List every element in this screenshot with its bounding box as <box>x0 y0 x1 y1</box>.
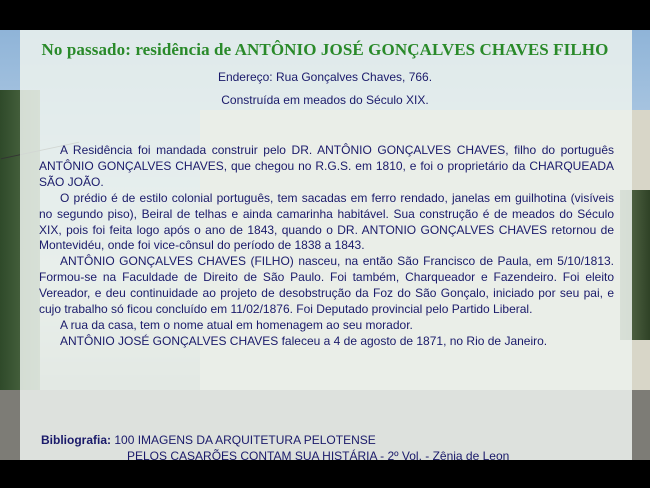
bibliography <box>41 432 509 464</box>
paragraph-1: A Residência foi mandada construir pelo DR. ANTÔNIO GONÇALVES CHAVES, filho do português ANTÔNIO GONÇALVES CHAVES, que chegou no R.G.S. em 1810, e foi o proprietário da CHARQUEADA SÃO JOÃO. <box>39 143 614 189</box>
bibliography-row-1 <box>41 432 509 448</box>
construction-date-line: Construída em meados do Século XIX. <box>221 93 429 107</box>
bibliography-source-2: PELOS CASARÕES CONTAM SUA HISTÁRIA - 2º Vol. - Zênia de Leon <box>127 449 510 463</box>
paragraph-3: ANTÔNIO GONÇALVES CHAVES (FILHO) nasceu, na então São Francisco de Paula, em 5/10/1813. Formou-se na Faculdade de Direito de São Paulo. Foi também, Charqueador e Fazendeiro. Foi eleito Vereador, e deu continuidade ao projeto de desobstrução da Foz do São Gonçalo, iniciado por seu pai, e cujo trabalho só ficou concluído em 11/02/1876. Foi Deputado provincial pelo Partido Liberal. <box>39 254 614 317</box>
paragraph-2: O prédio é de estilo colonial português, tem sacadas em ferro rendado, janelas em guilhotina (visíveis no segundo piso), Beiral de telhas e ainda camarinha habitável. Sua construção é de meados do Século XIX, pois foi feita logo após o ano de 1843, quando o DR. ANTONIO GONÇALVES CHAVES retornou de Montevidéu, onde foi vice-cônsul do período de 1838 a 1843. <box>39 190 614 253</box>
paragraph-5: ANTÔNIO JOSÉ GONÇALVES CHAVES faleceu a 4 de agosto de 1871, no Rio de Janeiro. <box>60 333 548 348</box>
paragraph-4: A rua da casa, tem o nome atual em homenagem ao seu morador. <box>60 317 413 332</box>
page-title: No passado: residência de ANTÔNIO JOSÉ GONÇALVES CHAVES FILHO <box>41 40 609 59</box>
bibliography-source-1: 100 IMAGENS DA ARQUITETURA PELOTENSE <box>114 433 376 447</box>
bibliography-label: Bibliografia: <box>41 433 112 447</box>
address-line: Endereço: Rua Gonçalves Chaves, 766. <box>217 70 433 84</box>
history-body <box>39 143 614 350</box>
